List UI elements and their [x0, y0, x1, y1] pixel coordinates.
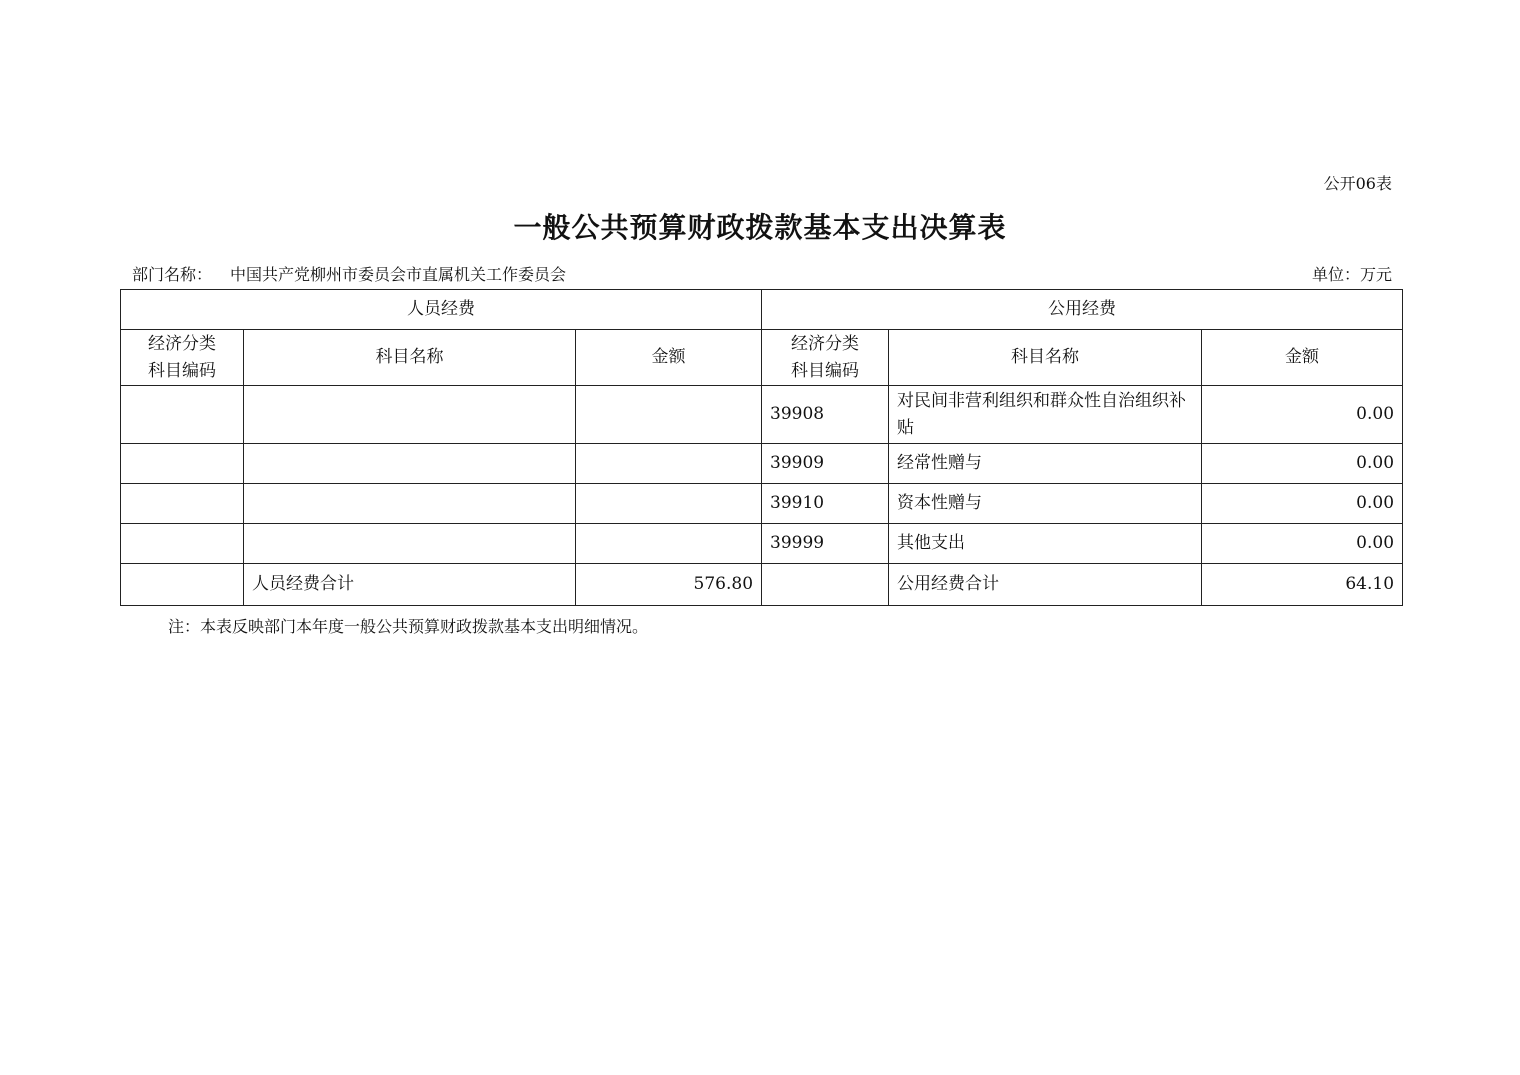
- header-public-amount: 金额: [1202, 330, 1403, 386]
- department-value: 中国共产党柳州市委员会市直属机关工作委员会: [230, 265, 567, 284]
- public-name-cell: 对民间非营利组织和群众性自治组织补贴: [889, 386, 1202, 444]
- personnel-name-cell: [244, 386, 576, 444]
- totals-personnel-code-cell: [121, 564, 244, 606]
- public-amount-cell: 0.00: [1202, 386, 1403, 444]
- department-label: 部门名称：: [132, 265, 213, 284]
- public-name-cell: 资本性赠与: [889, 484, 1202, 524]
- table-note: 注：本表反映部门本年度一般公共预算财政拨款基本支出明细情况。: [168, 617, 649, 636]
- public-total-label: 公用经费合计: [889, 564, 1202, 606]
- column-header-row: [121, 330, 1403, 386]
- personnel-name-cell: [244, 484, 576, 524]
- personnel-total-amount: 576.80: [576, 564, 762, 606]
- public-code-cell: 39999: [762, 524, 889, 564]
- public-name-cell: 其他支出: [889, 524, 1202, 564]
- table-row: [121, 386, 1403, 444]
- header-public-name: 科目名称: [889, 330, 1202, 386]
- header-code-line1: 经济分类: [148, 333, 216, 354]
- header-public-code: [762, 330, 889, 386]
- personnel-total-label: 人员经费合计: [244, 564, 576, 606]
- public-code-cell: 39908: [762, 386, 889, 444]
- table-row: [121, 484, 1403, 524]
- personnel-code-cell: [121, 484, 244, 524]
- personnel-name-cell: [244, 524, 576, 564]
- header-personnel-amount: 金额: [576, 330, 762, 386]
- personnel-amount-cell: [576, 484, 762, 524]
- header-public: 公用经费: [762, 290, 1403, 330]
- public-name-cell: 经常性赠与: [889, 444, 1202, 484]
- form-number: 公开06表: [1323, 174, 1392, 193]
- totals-row: [121, 564, 1403, 606]
- table-row: [121, 444, 1403, 484]
- department-line: [132, 262, 566, 285]
- group-header-row: [121, 290, 1403, 330]
- public-total-amount: 64.10: [1202, 564, 1403, 606]
- personnel-amount-cell: [576, 524, 762, 564]
- personnel-code-cell: [121, 524, 244, 564]
- unit-label: 单位：万元: [1311, 265, 1392, 284]
- budget-table: [120, 289, 1403, 606]
- table-row: [121, 524, 1403, 564]
- totals-public-code-cell: [762, 564, 889, 606]
- header-personnel-name: 科目名称: [244, 330, 576, 386]
- public-amount-cell: 0.00: [1202, 524, 1403, 564]
- personnel-amount-cell: [576, 386, 762, 444]
- personnel-name-cell: [244, 444, 576, 484]
- public-amount-cell: 0.00: [1202, 484, 1403, 524]
- header-code-line2: 科目编码: [148, 360, 216, 381]
- header-personnel: 人员经费: [121, 290, 762, 330]
- public-code-cell: 39909: [762, 444, 889, 484]
- personnel-code-cell: [121, 386, 244, 444]
- page-title: 一般公共预算财政拨款基本支出决算表: [513, 211, 1007, 244]
- personnel-code-cell: [121, 444, 244, 484]
- personnel-amount-cell: [576, 444, 762, 484]
- header-code-line1: 经济分类: [791, 333, 860, 354]
- header-code-line2: 科目编码: [791, 360, 860, 381]
- public-code-cell: 39910: [762, 484, 889, 524]
- public-amount-cell: 0.00: [1202, 444, 1403, 484]
- header-personnel-code: [121, 330, 244, 386]
